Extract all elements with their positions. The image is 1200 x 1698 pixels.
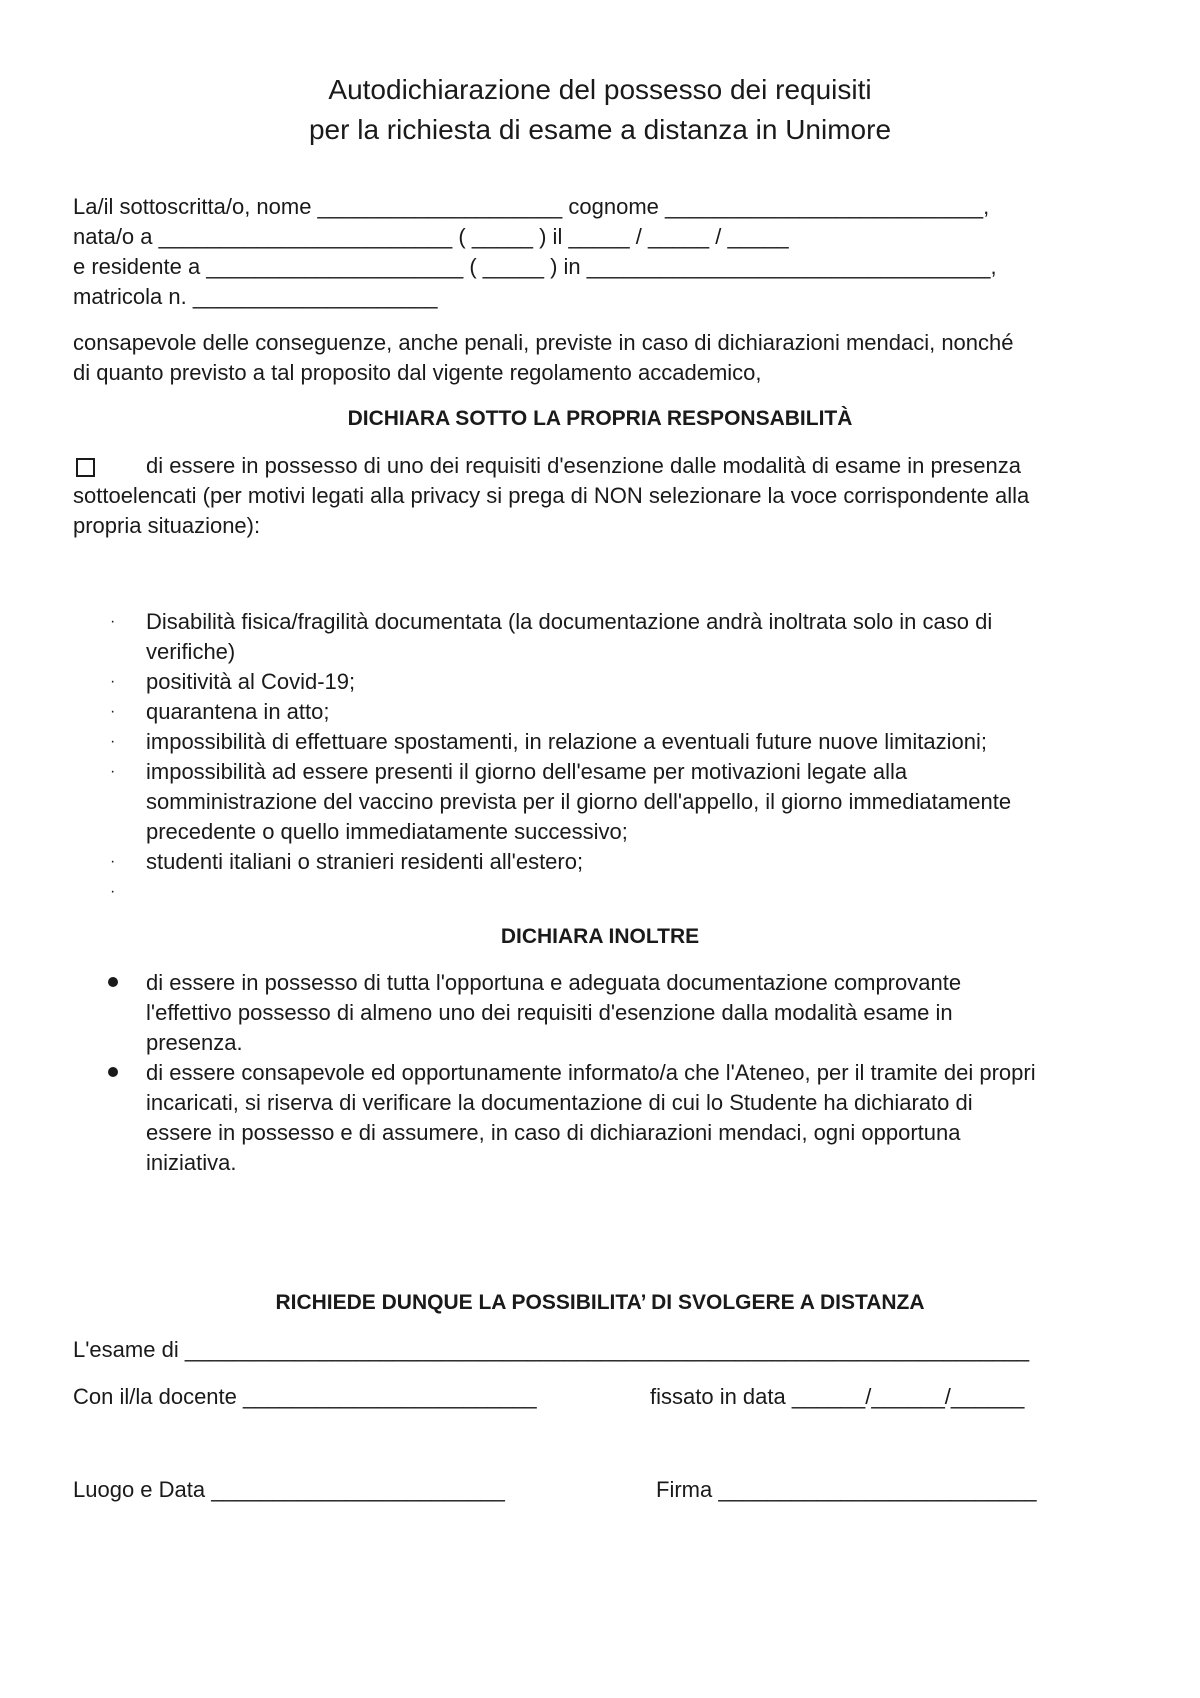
personal-residence-line: e residente a _____________________ ( _____ ) in _________________________________,	[73, 254, 997, 279]
heading-dichiara-inoltre: DICHIARA INOLTRE	[500, 925, 700, 948]
intro-line-2: di quanto previsto a tal proposito dal vigente regolamento accademico,	[73, 360, 762, 385]
further-a-line-3: presenza.	[146, 1030, 243, 1055]
requisite-6: studenti italiani o stranieri residenti all'estero;	[146, 849, 584, 874]
exam-name-field[interactable]: L'esame di _____________________________________________________________________	[73, 1337, 1030, 1362]
intro-line-1: consapevole delle conseguenze, anche penali, previste in caso di dichiarazioni mendaci, nonché	[73, 330, 1014, 355]
list-marker: ·	[110, 613, 116, 630]
check-line-2: sottoelencati (per motivi legati alla privacy si prega di NON selezionare la voce corrispondente alla	[73, 483, 1030, 508]
further-b-line-4: iniziativa.	[146, 1150, 237, 1175]
requisite-2: positività al Covid-19;	[146, 669, 356, 694]
further-b-line-2: incaricati, si riserva di verificare la documentazione di cui lo Studente ha dichiarato di	[146, 1090, 973, 1115]
personal-birth-line: nata/o a ________________________ ( _____ ) il _____ / _____ / _____	[73, 224, 789, 249]
bullet-dot	[108, 1067, 118, 1077]
requisite-1-line-1: Disabilità fisica/fragilità documentata (la documentazione andrà inoltrata solo in caso di	[146, 609, 993, 634]
list-marker: ·	[110, 673, 116, 690]
title-line-2: per la richiesta di esame a distanza in Unimore	[308, 114, 892, 145]
requisite-1-line-2: verifiche)	[146, 639, 236, 664]
place-date-field[interactable]: Luogo e Data ________________________	[73, 1477, 505, 1502]
list-marker: ·	[110, 763, 116, 780]
signature-field[interactable]: Firma __________________________	[656, 1477, 1037, 1502]
list-marker: ·	[110, 853, 116, 870]
teacher-field[interactable]: Con il/la docente ________________________	[73, 1384, 537, 1409]
requisite-5-line-1: impossibilità ad essere presenti il giorno dell'esame per motivazioni legate alla	[146, 759, 908, 784]
check-line-1: di essere in possesso di uno dei requisiti d'esenzione dalle modalità di esame in presenza	[146, 453, 1021, 478]
list-marker: ·	[110, 703, 116, 720]
heading-dichiara: DICHIARA SOTTO LA PROPRIA RESPONSABILITÀ	[347, 407, 853, 430]
list-marker: ·	[110, 733, 116, 750]
requisite-5-line-2: somministrazione del vaccino prevista per il giorno dell'appello, il giorno immediatamente	[146, 789, 1012, 814]
list-marker: ·	[110, 883, 116, 900]
further-a-line-1: di essere in possesso di tutta l'opportuna e adeguata documentazione comprovante	[146, 970, 962, 995]
further-b-line-3: essere in possesso e di assumere, in caso di dichiarazioni mendaci, ogni opportuna	[146, 1120, 961, 1145]
exam-date-field[interactable]: fissato in data ______/______/______	[650, 1384, 1025, 1409]
requisite-4: impossibilità di effettuare spostamenti, in relazione a eventuali future nuove limitazioni;	[146, 729, 987, 754]
further-a-line-2: l'effettivo possesso di almeno uno dei requisiti d'esenzione dalla modalità esame in	[146, 1000, 953, 1025]
check-line-3: propria situazione):	[73, 513, 261, 538]
declaration-checkbox[interactable]	[76, 458, 95, 477]
requisite-5-line-3: precedente o quello immediatamente successivo;	[146, 819, 628, 844]
requisite-3: quarantena in atto;	[146, 699, 330, 724]
personal-name-line: La/il sottoscritta/o, nome ____________________ cognome __________________________,	[73, 194, 990, 219]
personal-matricola-line: matricola n. ____________________	[73, 284, 438, 309]
heading-richiede: RICHIEDE DUNQUE LA POSSIBILITA’ DI SVOLGERE A DISTANZA	[275, 1291, 925, 1314]
bullet-dot	[108, 977, 118, 987]
title-line-1: Autodichiarazione del possesso dei requisiti	[328, 74, 872, 105]
further-b-line-1: di essere consapevole ed opportunamente informato/a che l'Ateneo, per il tramite dei propri	[146, 1060, 1036, 1085]
